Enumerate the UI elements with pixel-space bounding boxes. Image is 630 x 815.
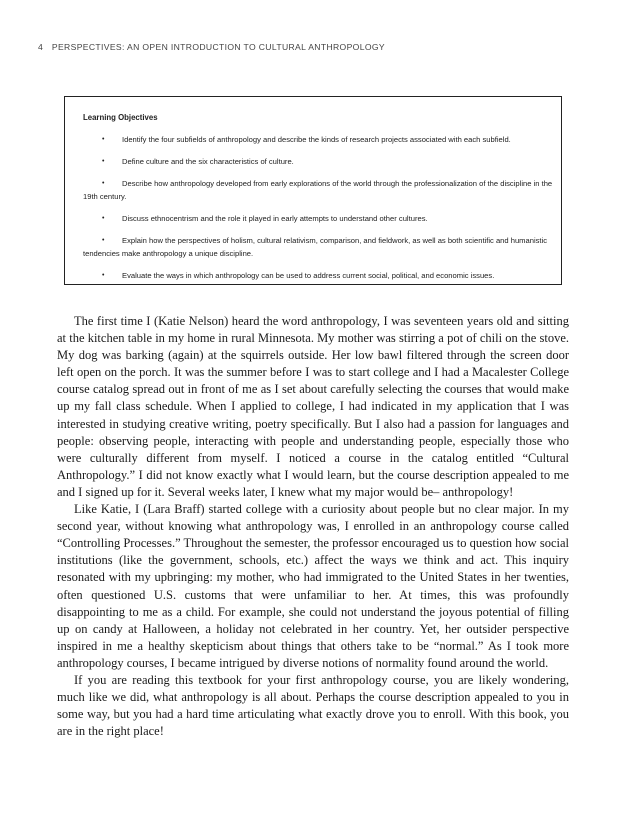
bullet-icon: •	[102, 272, 105, 279]
bullet-icon: •	[102, 136, 105, 143]
learning-objectives-title: Learning Objectives	[83, 113, 158, 122]
objective-item	[83, 234, 553, 260]
body-paragraph-katie: The first time I (Katie Nelson) heard the word anthropology, I was seventeen years old and sitting at the kitchen table in my home in rural Minnesota. My mother was stirring a pot of chili on the stove. My dog was barking (again) at the squirrels outside. Her low bawl filtered through the screen door left open on the porch. It was the summer before I was to start college and I had a Macalester College course catalog spread out in front of me as I set about carefully selecting the courses that would make up my fall class schedule. When I applied to college, I had indicated in my application that I was interested in studying creative writing, poetry specifically. But I also had a passion for languages and people: observing people, interacting with people and understanding people, especially those who were culturally different from myself. I noticed a course in the catalog entitled “Cultural Anthropology.” I did not know exactly what I would learn, but the course description appealed to me and I signed up for it. Several weeks later, I knew what my major would be– anthropology!	[57, 314, 569, 499]
learning-objectives-box	[64, 96, 562, 285]
body-paragraph-lara: Like Katie, I (Lara Braff) started college with a curiosity about people but no clear major. In my second year, without knowing what anthropology was, I enrolled in an anthropology course called “Controlling Processes.” Throughout the semester, the professor encouraged us to question how social institutions (like the government, schools, etc.) affect the ways we think and act. This inquiry resonated with my upbringing: my mother, who had immigrated to the United States in her twenties, often questioned U.S. customs that were unfamiliar to her. At times, this was profoundly disappointing to me as a child. For example, she could not understand the joyous potential of filling up on candy at Halloween, a holiday not celebrated in her country. Yet, her outsider perspective inspired in me a healthy skepticism about things that others take to be “normal.” As I took more anthropology courses, I became intrigued by diverse notions of normality found around the world.	[57, 502, 569, 670]
bullet-icon: •	[102, 180, 105, 187]
body-paragraph-reader: If you are reading this textbook for your first anthropology course, you are likely wondering, much like we did, what anthropology is all about. Perhaps the course description appealed to you in some way, but you had a hard time articulating what exactly drove you to enroll. With this book, you are in the right place!	[57, 672, 569, 739]
body-text	[57, 313, 569, 740]
bullet-icon: •	[102, 237, 105, 244]
objective-text: Identify the four subfields of anthropology and describe the kinds of research projects associated with each subfield.	[122, 135, 511, 144]
objective-item	[83, 269, 553, 282]
learning-objectives-list	[83, 133, 553, 291]
objective-item	[83, 212, 553, 225]
objective-text: Describe how anthropology developed from early explorations of the world through the professionalization of the discipline in the 19th century.	[83, 179, 553, 201]
objective-item	[83, 155, 553, 168]
objective-item	[83, 133, 553, 146]
running-header	[38, 42, 385, 52]
bullet-icon: •	[102, 215, 105, 222]
objective-text: Evaluate the ways in which anthropology can be used to address current social, political, and economic issues.	[122, 271, 495, 280]
bullet-icon: •	[102, 158, 105, 165]
objective-item	[83, 177, 553, 203]
objective-text: Discuss ethnocentrism and the role it played in early attempts to understand other cultures.	[122, 214, 428, 223]
objective-text: Define culture and the six characteristics of culture.	[122, 157, 294, 166]
running-title: PERSPECTIVES: AN OPEN INTRODUCTION TO CULTURAL ANTHROPOLOGY	[51, 42, 385, 52]
objective-text: Explain how the perspectives of holism, cultural relativism, comparison, and fieldwork, as well as both scientific and humanistic tendencies make anthropology a unique discipline.	[83, 236, 548, 258]
page-number: 4	[38, 42, 44, 52]
